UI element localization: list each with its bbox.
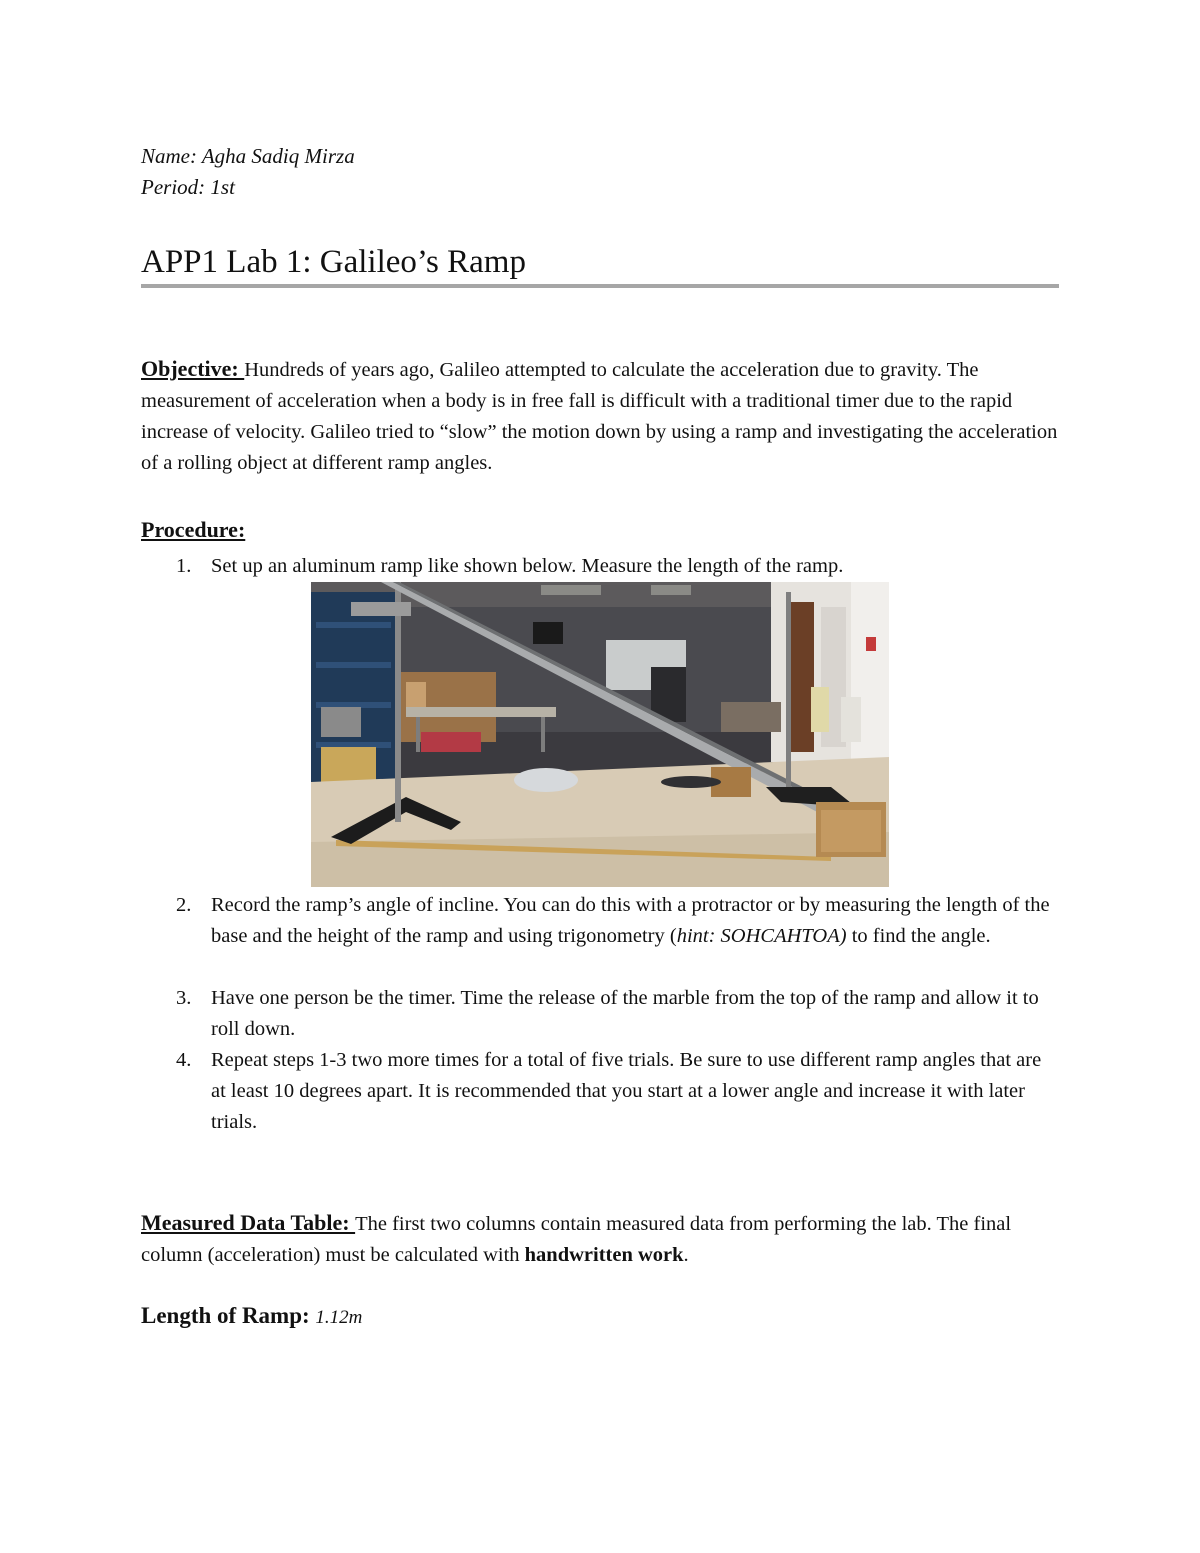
step-text: Set up an aluminum ramp like shown below. Measure the length of the ramp.	[211, 555, 844, 577]
ramp-length-label: Length of Ramp:	[141, 1303, 310, 1328]
procedure-step-2	[141, 890, 1061, 952]
procedure-step-1	[141, 551, 1061, 582]
step-number: 2.	[176, 894, 192, 916]
page-title: APP1 Lab 1: Galileo’s Ramp	[141, 244, 526, 280]
step-text: Repeat steps 1-3 two more times for a total of five trials. Be sure to use different ramp angles that are at least 10 degrees apart. It is recommended that you start at a lower angle and increase it with later trials.	[211, 1049, 1042, 1133]
trig-hint: hint: SOHCAHTOA)	[676, 925, 847, 947]
ramp-setup-photo	[311, 582, 889, 887]
step-text: Have one person be the timer. Time the release of the marble from the top of the ramp and allow it to roll down.	[211, 987, 1039, 1040]
measured-text-b: .	[683, 1244, 689, 1266]
class-period: Period: 1st	[141, 175, 235, 199]
step-text-part-b: to find the angle.	[846, 925, 991, 947]
step-text	[211, 890, 1061, 952]
procedure-step-4	[141, 1045, 1061, 1138]
objective-paragraph	[141, 353, 1061, 479]
measured-data-heading: Measured Data Table:	[141, 1210, 356, 1235]
objective-text: Hundreds of years ago, Galileo attempted to calculate the acceleration due to gravity. The measurement of acceleration when a body is in free fall is difficult with a traditional timer due to the rapid increase of velocity. Galileo tried to “slow” the motion down by using a ramp and investigating the acceleration of a rolling object at different ramp angles.	[141, 359, 1058, 474]
step-number: 3.	[176, 987, 192, 1009]
step-number: 4.	[176, 1049, 192, 1071]
measured-text-a: The first two columns contain measured data from performing the lab. The final column (acceleration) must be calculated with	[141, 1213, 1012, 1266]
step-number: 1.	[176, 555, 192, 577]
step-text-part-a: Record the ramp’s angle of incline. You can do this with a protractor or by measuring the length of the base and the height of the ramp and using trigonometry (	[211, 894, 1050, 947]
procedure-step-3	[141, 983, 1061, 1045]
ramp-length-value: 1.12m	[315, 1307, 363, 1328]
ramp-photo-illustration	[311, 582, 889, 887]
handwritten-work-emphasis: handwritten work	[524, 1244, 684, 1266]
title-underline-rule	[141, 284, 1059, 288]
measured-data-paragraph	[141, 1207, 1061, 1271]
procedure-heading: Procedure:	[141, 517, 246, 542]
objective-heading: Objective:	[141, 356, 245, 381]
student-name: Name: Agha Sadiq Mirza	[141, 144, 355, 168]
ramp-length-line	[141, 1303, 362, 1329]
